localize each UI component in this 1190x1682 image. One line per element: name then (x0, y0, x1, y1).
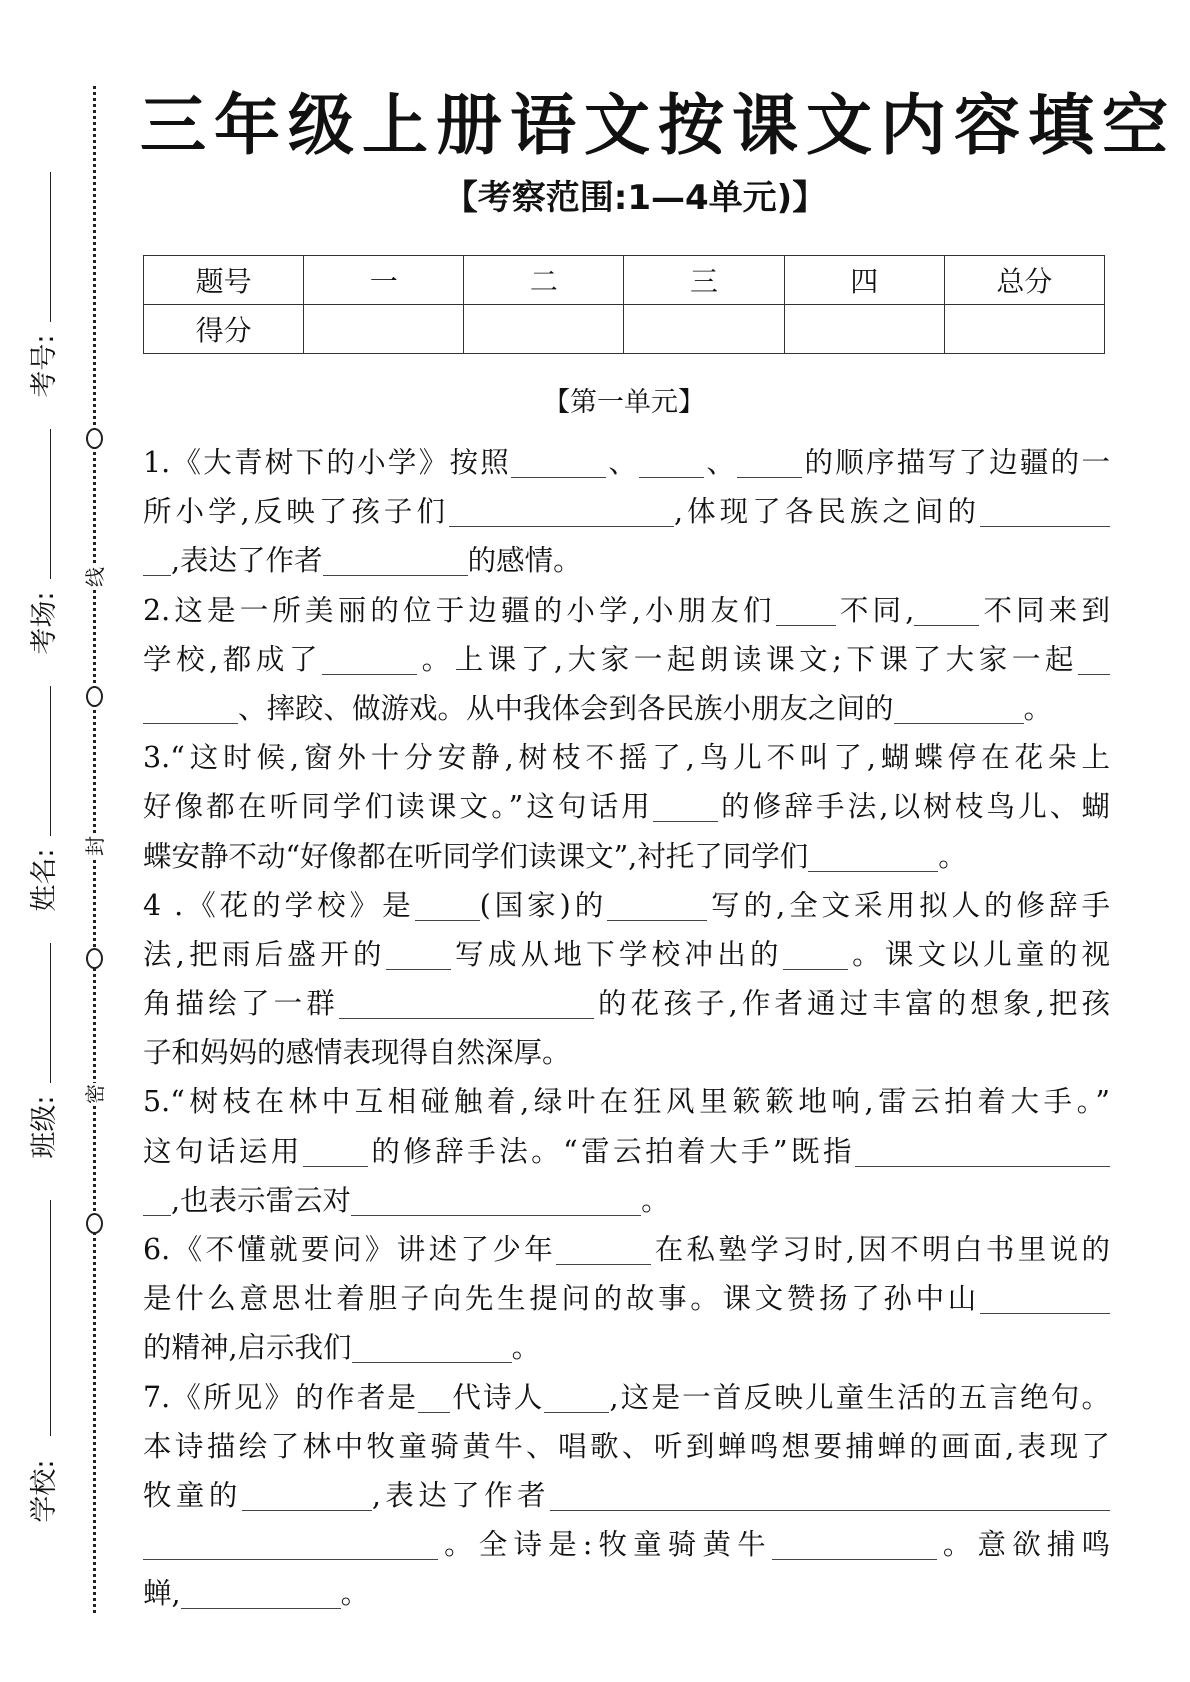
question-text: 的精神,启示我们 (143, 1331, 352, 1365)
question-line (143, 1373, 1110, 1422)
exam-room-label: 考场: (29, 591, 60, 655)
question-text: 6.《不懂就要问》讲述了少年 (143, 1233, 557, 1266)
header-cell: 四 (784, 256, 944, 305)
question-text: 、 (606, 446, 640, 479)
score-cell[interactable] (624, 305, 784, 354)
class-label: 班级: (29, 1095, 60, 1159)
score-cell[interactable] (784, 305, 944, 354)
answer-blank[interactable] (894, 695, 1024, 724)
answer-blank[interactable] (653, 793, 718, 822)
question-text: 子和妈妈的感情表现得自然深厚。 (143, 1036, 571, 1070)
question-text: 蝉, (143, 1577, 181, 1611)
answer-blank[interactable] (352, 1334, 512, 1363)
header-cell: 二 (464, 256, 624, 305)
question-text: 。意欲捕鸣 (936, 1528, 1110, 1562)
question-line (143, 536, 1110, 585)
question-text: 这句话运用 (143, 1134, 303, 1168)
question-line (143, 733, 1110, 782)
question-text: 。 (1023, 691, 1053, 725)
answer-blank[interactable] (143, 695, 238, 724)
score-table-score-row (144, 305, 1105, 354)
page-title: 三年级上册语文按课文内容填空 (140, 87, 1176, 164)
question-text: 不同来到 (979, 593, 1110, 627)
question-text: 牧童的 (143, 1478, 242, 1512)
class-line[interactable] (50, 943, 51, 1083)
question-text: ,表达了作者 (171, 544, 323, 578)
question-text: 不同, (835, 593, 915, 627)
question-text: 所小学,反映了孩子们 (143, 495, 449, 529)
question-line (143, 586, 1110, 635)
question-text: 3.“这时候,窗外十分安静,树枝不摇了,鸟儿不叫了,蝴蝶停在花朵上 (143, 741, 1110, 775)
question-text: 、摔跤、做游戏。从中我体会到各民族小朋友之间的 (238, 691, 894, 725)
answer-blank[interactable] (639, 449, 704, 478)
answer-blank[interactable] (511, 449, 606, 478)
question-text: 。 (938, 839, 967, 873)
question-text: (国家)的 (479, 888, 608, 922)
binding-hole (86, 428, 103, 449)
question-text: 、 (704, 446, 738, 479)
question-line (143, 1471, 1110, 1520)
binding-hole (86, 686, 103, 707)
answer-blank[interactable] (303, 1138, 368, 1167)
question-text: 是什么意思壮着胆子向先生提问的故事。课文赞扬了孙中山 (143, 1282, 980, 1316)
answer-blank[interactable] (339, 990, 594, 1019)
answer-blank[interactable] (415, 892, 480, 921)
question-text: ,也表示雷云对 (171, 1183, 352, 1217)
question-text: 2.这是一所美丽的位于边疆的小学,小朋友们 (143, 593, 776, 627)
name-label: 姓名: (29, 848, 60, 912)
question-text: 。 (511, 1331, 541, 1365)
seal-mark-mi: 密 (83, 1084, 107, 1104)
exam-number-line[interactable] (50, 172, 51, 322)
answer-blank[interactable] (181, 1580, 341, 1609)
header-cell: 三 (624, 256, 784, 305)
question-line (143, 684, 1110, 733)
question-line (143, 1127, 1110, 1176)
question-line (143, 1077, 1110, 1126)
school-label: 学校: (29, 1459, 60, 1523)
question-line (143, 1422, 1110, 1471)
question-line (143, 1176, 1110, 1225)
question-line (143, 881, 1110, 930)
score-cell[interactable] (944, 305, 1104, 354)
answer-blank[interactable] (544, 1384, 609, 1413)
question-text: 4 .《花的学校》是 (143, 888, 415, 922)
answer-blank[interactable] (418, 1384, 450, 1413)
answer-blank[interactable] (143, 1187, 171, 1216)
answer-blank[interactable] (1078, 646, 1110, 675)
question-text: 代诗人 (450, 1380, 545, 1414)
question-text: 本诗描绘了林中牧童骑黄牛、唱歌、听到蝉鸣想要捕蝉的画面,表现了 (143, 1429, 1110, 1463)
question-line (143, 438, 1110, 487)
header-cell: 题号 (144, 256, 304, 305)
question-line (143, 930, 1110, 979)
answer-blank[interactable] (783, 941, 848, 970)
answer-blank[interactable] (449, 498, 674, 527)
score-row-label: 得分 (144, 305, 304, 354)
question-text: 学校,都成了 (143, 642, 323, 676)
question-text: ,体现了各民族之间的 (674, 495, 980, 529)
answer-blank[interactable] (980, 498, 1110, 527)
question-text: ,这是一首反映儿童生活的五言绝句。 (609, 1380, 1110, 1414)
question-line (143, 635, 1110, 684)
answer-blank[interactable] (776, 597, 836, 626)
question-text: 在私塾学习时,因不明白书里说的 (651, 1233, 1110, 1266)
question-text: 蝶安静不动“好像都在听同学们读课文”,衬托了同学们 (143, 839, 809, 873)
question-text: 。全诗是:牧童骑黄牛 (438, 1528, 772, 1562)
question-text: 的修辞手法。“雷云拍着大手”既指 (367, 1134, 855, 1168)
answer-blank[interactable] (772, 1531, 937, 1560)
answer-blank[interactable] (323, 547, 468, 576)
score-table (143, 255, 1105, 354)
question-line (143, 832, 1110, 881)
answer-blank[interactable] (556, 1236, 651, 1265)
unit-heading: 【第一单元】 (543, 387, 705, 418)
question-line (143, 782, 1110, 831)
question-text: 的修辞手法,以树枝鸟儿、蝴 (717, 790, 1110, 824)
answer-blank[interactable] (143, 1531, 438, 1560)
question-text: 。 (641, 1183, 670, 1217)
binding-hole (86, 1213, 103, 1234)
score-cell[interactable] (304, 305, 464, 354)
question-text: 写的,全文采用拟人的修辞手 (707, 888, 1110, 922)
question-line (143, 1520, 1110, 1569)
question-text: 。上课了,大家一起朗读课文;下课了大家一起 (417, 642, 1078, 676)
seal-mark-feng: 封 (83, 836, 107, 856)
answer-blank[interactable] (737, 449, 802, 478)
binding-hole (86, 948, 103, 969)
answer-blank[interactable] (242, 1482, 372, 1511)
question-list (143, 438, 1110, 1619)
question-text: 写成从地下学校冲出的 (450, 937, 783, 971)
exam-number-label: 考号: (29, 334, 60, 398)
question-text: 的顺序描写了边疆的一 (802, 446, 1110, 479)
answer-blank[interactable] (914, 597, 979, 626)
answer-blank[interactable] (855, 1138, 1110, 1167)
score-table-header-row (144, 256, 1105, 305)
question-line (143, 487, 1110, 536)
score-cell[interactable] (464, 305, 624, 354)
answer-blank[interactable] (322, 646, 417, 675)
exam-room-line[interactable] (50, 429, 51, 579)
answer-blank[interactable] (607, 892, 707, 921)
question-text: 。课文以儿童的视 (847, 937, 1110, 971)
question-text: ,表达了作者 (371, 1478, 550, 1512)
question-line (143, 1274, 1110, 1323)
answer-blank[interactable] (980, 1285, 1110, 1314)
question-line (143, 1323, 1110, 1372)
question-line (143, 979, 1110, 1028)
header-cell: 总分 (944, 256, 1104, 305)
school-line[interactable] (50, 1200, 51, 1436)
seal-mark-xian: 线 (83, 567, 107, 587)
answer-blank[interactable] (143, 547, 171, 576)
question-line (143, 1225, 1110, 1274)
name-line[interactable] (50, 686, 51, 836)
answer-blank[interactable] (808, 843, 938, 872)
answer-blank[interactable] (351, 1187, 641, 1216)
question-text: 。 (340, 1577, 370, 1611)
header-cell: 一 (304, 256, 464, 305)
question-text: 的花孩子,作者通过丰富的想象,把孩 (593, 987, 1110, 1021)
question-text: 1.《大青树下的小学》按照 (143, 446, 512, 479)
answer-blank[interactable] (550, 1482, 1110, 1511)
question-text: 角描绘了一群 (143, 987, 339, 1021)
question-line (143, 1028, 1110, 1077)
question-text: 7.《所见》的作者是 (143, 1380, 419, 1414)
answer-blank[interactable] (386, 941, 451, 970)
question-text: 好像都在听同学们读课文。”这句话用 (143, 790, 653, 824)
question-text: 的感情。 (467, 544, 582, 578)
page-subtitle: 【考察范围:1—4单元)】 (443, 178, 827, 218)
question-text: 5.“树枝在林中互相碰触着,绿叶在狂风里簌簌地响,雷云拍着大手。” (143, 1085, 1110, 1119)
question-line (143, 1569, 1110, 1618)
question-text: 法,把雨后盛开的 (143, 937, 386, 971)
